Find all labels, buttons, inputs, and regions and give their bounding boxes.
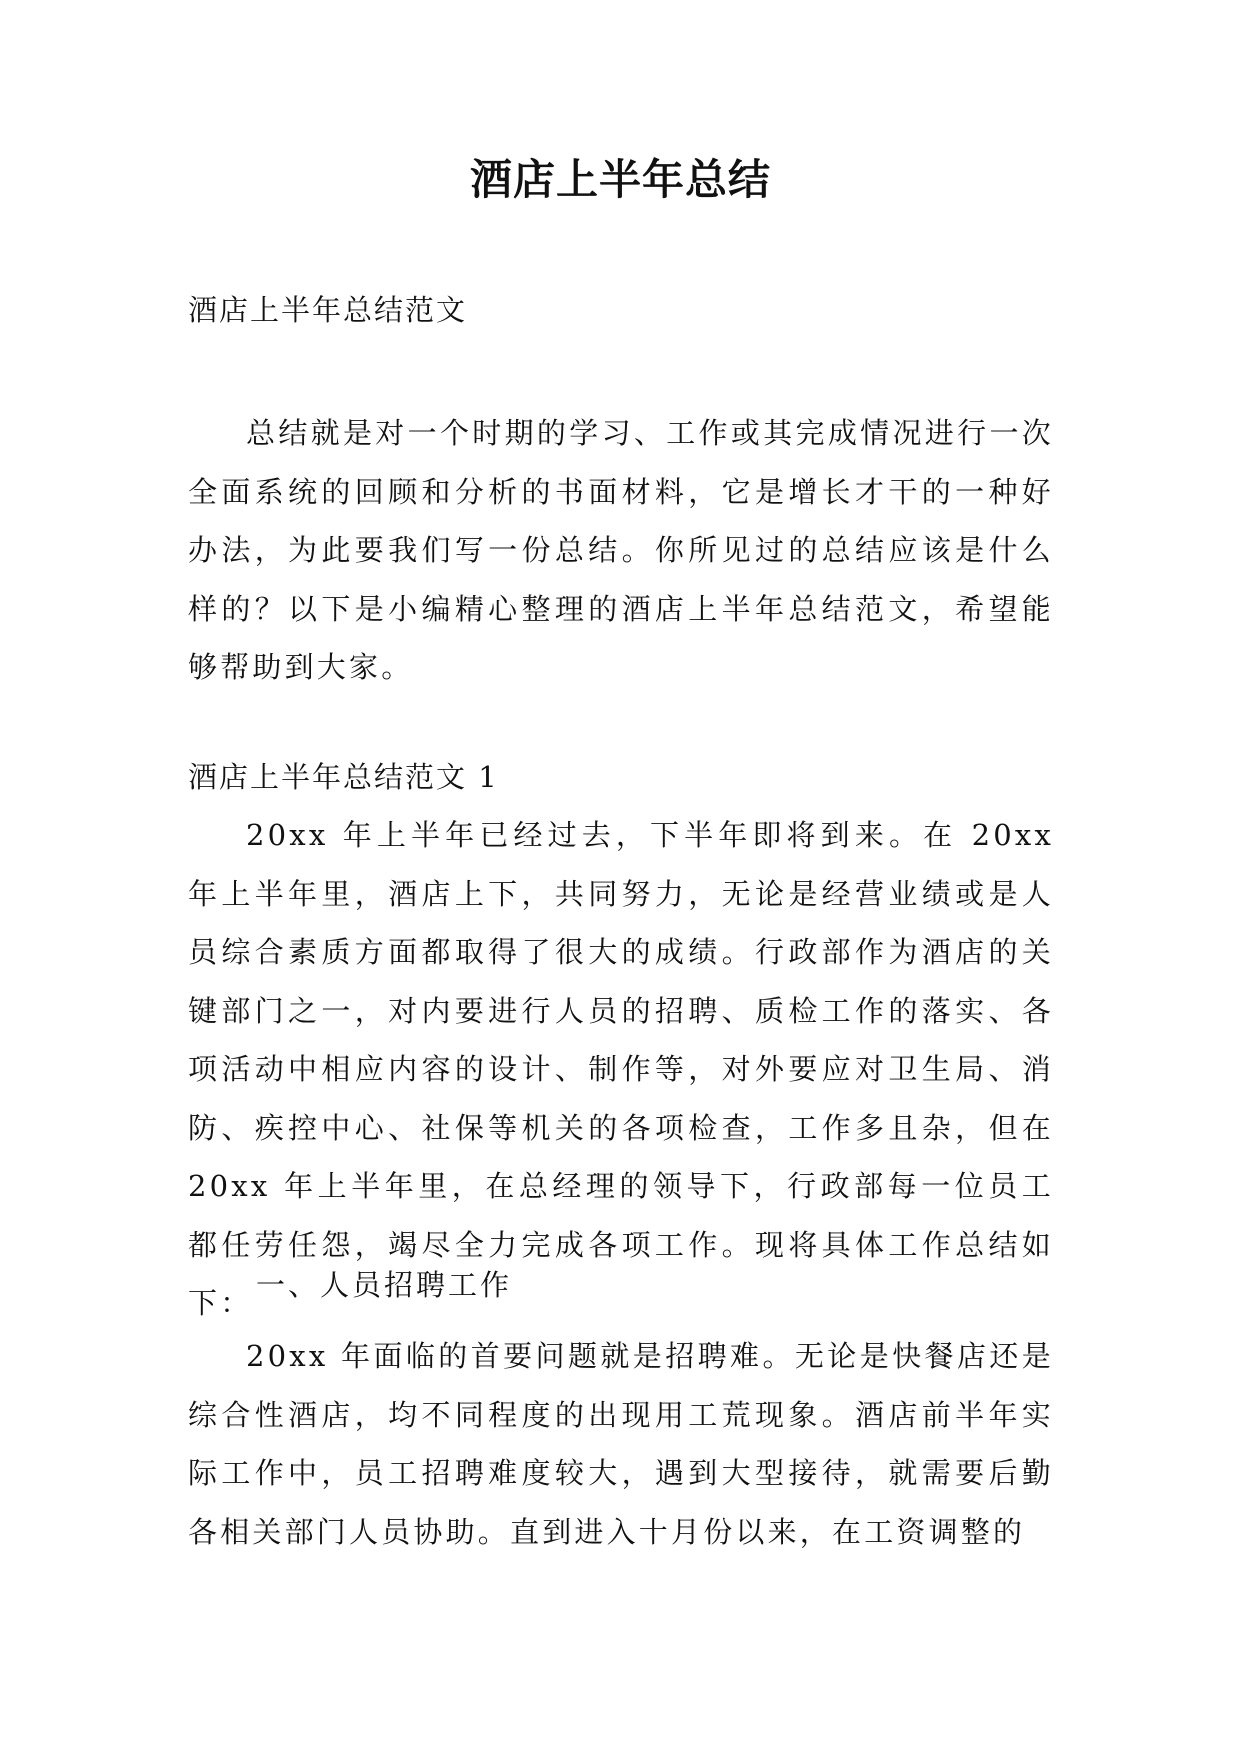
subsection-heading: 一、人员招聘工作 [256,1268,513,1302]
intro-paragraph: 总结就是对一个时期的学习、工作或其完成情况进行一次全面系统的回顾和分析的书面材料，它是增长才干的一种好办法，为此要我们写一份总结。你所见过的总结应该是什么样的？以下是小编精心整理的酒店上半年总结范文，希望能够帮助到大家。 [188,416,1054,684]
document-title: 酒店上半年总结 [469,155,771,204]
document-subtitle: 酒店上半年总结范文 [188,293,468,327]
subsection-paragraph: 20xx 年面临的首要问题就是招聘难。无论是快餐店还是综合性酒店，均不同程度的出现用工荒现象。酒店前半年实际工作中，员工招聘难度较大，遇到大型接待，就需要后勤各相关部门人员协助。直到进入十月份以来，在工资调整的 [188,1339,1054,1549]
section-paragraph: 20xx 年上半年已经过去，下半年即将到来。在 20xx 年上半年里，酒店上下，共同努力，无论是经营业绩或是人员综合素质方面都取得了很大的成绩。行政部作为酒店的关键部门之一，对内要进行人员的招聘、质检工作的落实、各项活动中相应内容的设计、制作等，对外要应对卫生局、消防、疾控中心、社保等机关的各项检查，工作多且杂，但在 20xx 年上半年里，在总经理的领导下，行政部每一位员工都任劳任怨，竭尽全力完成各项工作。现将具体工作总结如下： [188,818,1054,1320]
section-heading: 酒店上半年总结范文 1 [188,760,499,794]
